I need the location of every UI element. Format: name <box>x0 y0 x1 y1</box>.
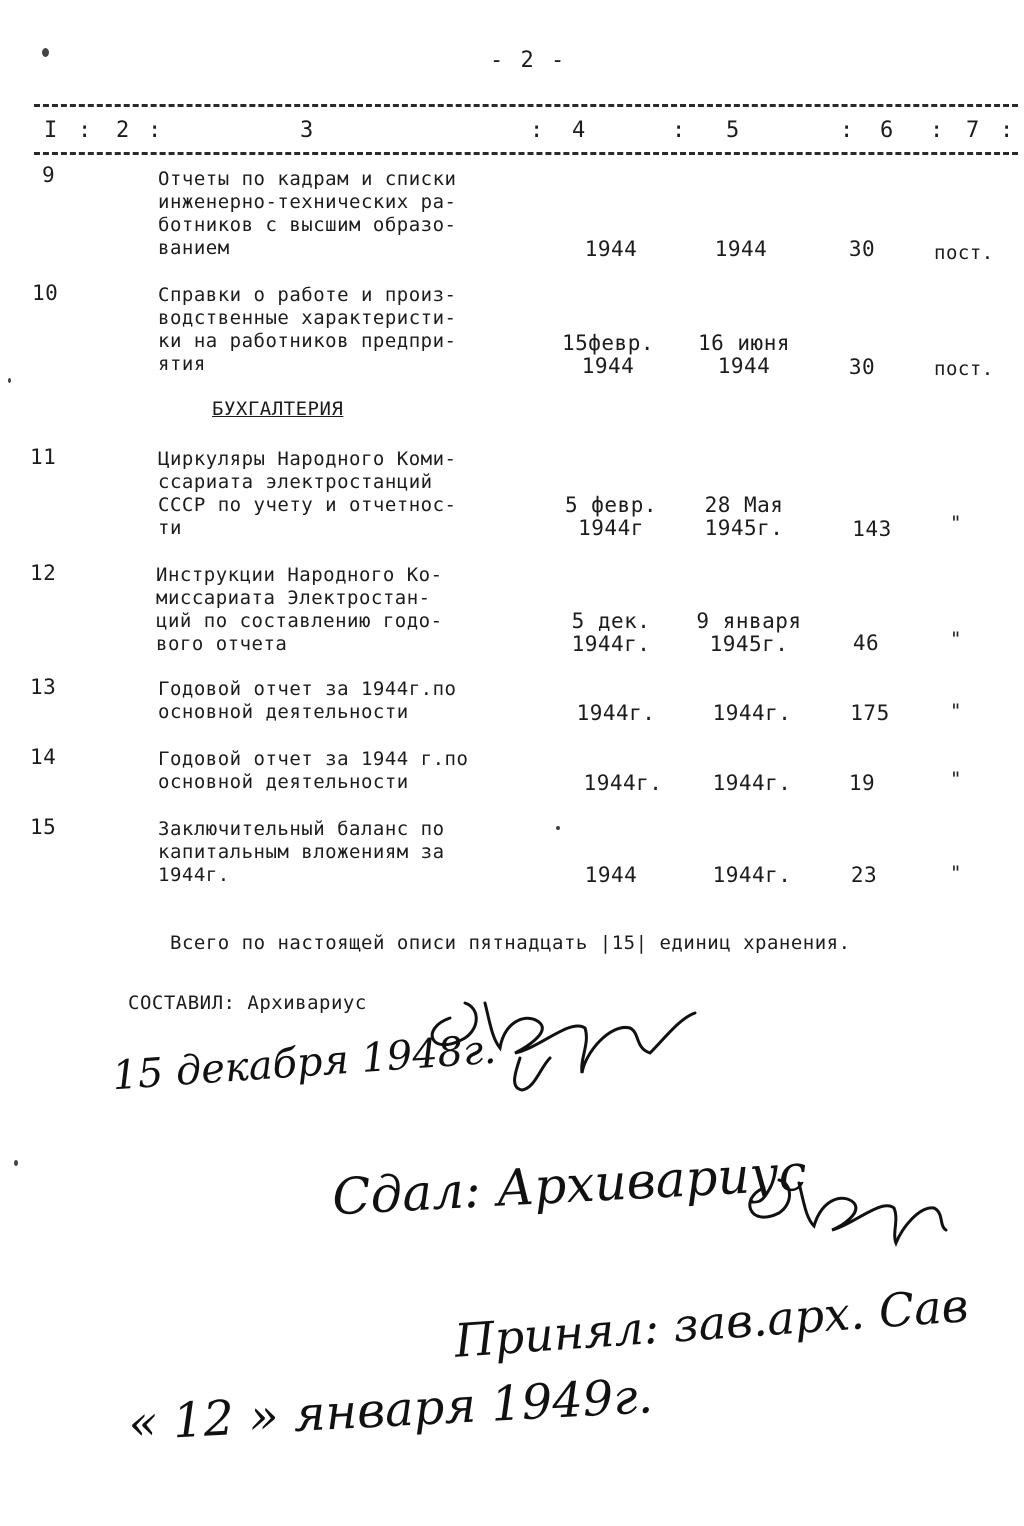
row-number: 14 <box>30 745 57 769</box>
row-sheet-count: 46 <box>852 631 880 655</box>
row-sheet-count: 30 <box>848 355 876 379</box>
handed-over-signature <box>734 1158 954 1248</box>
scan-speck <box>8 378 11 383</box>
row-retention: пост. <box>934 242 994 264</box>
header-sep: : <box>530 118 544 143</box>
row-sheet-count: 19 <box>848 771 876 795</box>
row-sheet-count: 143 <box>852 517 892 541</box>
handwritten-date-accepted: « 12 » января 1949г. <box>126 1368 655 1452</box>
row-description: Отчеты по кадрам и списки инженерно-технических ра- ботников с высшим образо- ванием <box>158 168 457 259</box>
row-retention: " <box>950 700 962 722</box>
header-sep: : <box>672 118 686 143</box>
row-end-date: 1944г. <box>712 863 792 887</box>
header-sep: : <box>148 118 162 143</box>
row-sheet-count: 175 <box>850 701 890 725</box>
header-sep: : <box>1000 118 1014 143</box>
row-end-date: 1944 <box>714 237 768 261</box>
row-end-date: 28 Мая 1945г. <box>704 493 784 540</box>
row-description: Инструкции Народного Ко- миссариата Электростан- ций по составлению годо- вого отчета <box>156 564 443 655</box>
row-retention: " <box>950 512 962 534</box>
row-retention: " <box>950 862 962 884</box>
header-sep: : <box>840 118 854 143</box>
row-number: 13 <box>30 675 57 699</box>
row-end-date: 16 июня 1944 <box>697 331 790 378</box>
scan-speck <box>556 826 560 830</box>
row-description: Годовой отчет за 1944 г.по основной деятельности <box>158 748 469 793</box>
header-sep: : <box>78 118 92 143</box>
header-col-2: 2 <box>116 118 130 143</box>
row-number: 12 <box>30 561 57 585</box>
header-col-7: 7 <box>966 118 980 143</box>
handwritten-date-compiled: 15 декабря 1948г. <box>110 1026 498 1100</box>
row-start-date: 15февр. 1944 <box>561 331 654 378</box>
row-start-date: 1944г. <box>576 701 656 725</box>
row-number: 11 <box>30 445 57 469</box>
row-description: Годовой отчет за 1944г.по основной деятельности <box>158 678 457 723</box>
header-col-4: 4 <box>572 118 586 143</box>
row-retention: " <box>950 628 962 650</box>
header-col-5: 5 <box>726 118 740 143</box>
row-number: 15 <box>30 815 57 839</box>
scan-speck <box>14 1160 18 1166</box>
row-retention: пост. <box>934 358 994 380</box>
row-number: 10 <box>32 281 59 305</box>
row-start-date: 1944г. <box>583 771 663 795</box>
row-sheet-count: 30 <box>848 237 876 261</box>
handwritten-accepted: Принял: зав.арх. Сав <box>452 1278 970 1368</box>
header-sep: : <box>930 118 944 143</box>
header-top-rule <box>34 104 1018 107</box>
header-bottom-rule <box>34 152 1018 155</box>
row-start-date: 1944 <box>584 237 638 261</box>
row-end-date: 1944г. <box>712 771 792 795</box>
compiled-by-label: СОСТАВИЛ: Архивариус <box>128 992 367 1014</box>
row-start-date: 5 дек. 1944г. <box>571 609 651 656</box>
row-start-date: 1944 <box>584 863 638 887</box>
handwritten-handed-over: Сдал: Архивариус <box>330 1143 808 1227</box>
row-retention: " <box>950 768 962 790</box>
total-units-line: Всего по настоящей описи пятнадцать |15| единиц хранения. <box>170 932 851 954</box>
page-number: - 2 - <box>490 48 567 73</box>
scan-speck <box>42 48 49 57</box>
row-number: 9 <box>42 163 56 187</box>
row-sheet-count: 23 <box>850 863 878 887</box>
header-col-3: 3 <box>300 118 314 143</box>
section-heading-accounting: БУХГАЛТЕРИЯ <box>212 398 344 420</box>
row-description: Циркуляры Народного Коми- ссариата электростанций СССР по учету и отчетнос- ти <box>158 448 457 539</box>
row-description: Заключительный баланс по капитальным вложениям за 1944г. <box>158 818 445 886</box>
row-description: Справки о работе и произ- водственные характеристи- ки на работников предпри- ятия <box>158 284 457 375</box>
header-col-1: I <box>44 118 58 143</box>
row-start-date: 5 февр. 1944г <box>564 493 657 540</box>
header-col-6: 6 <box>880 118 894 143</box>
row-end-date: 9 января 1945г. <box>696 609 802 656</box>
row-end-date: 1944г. <box>712 701 792 725</box>
